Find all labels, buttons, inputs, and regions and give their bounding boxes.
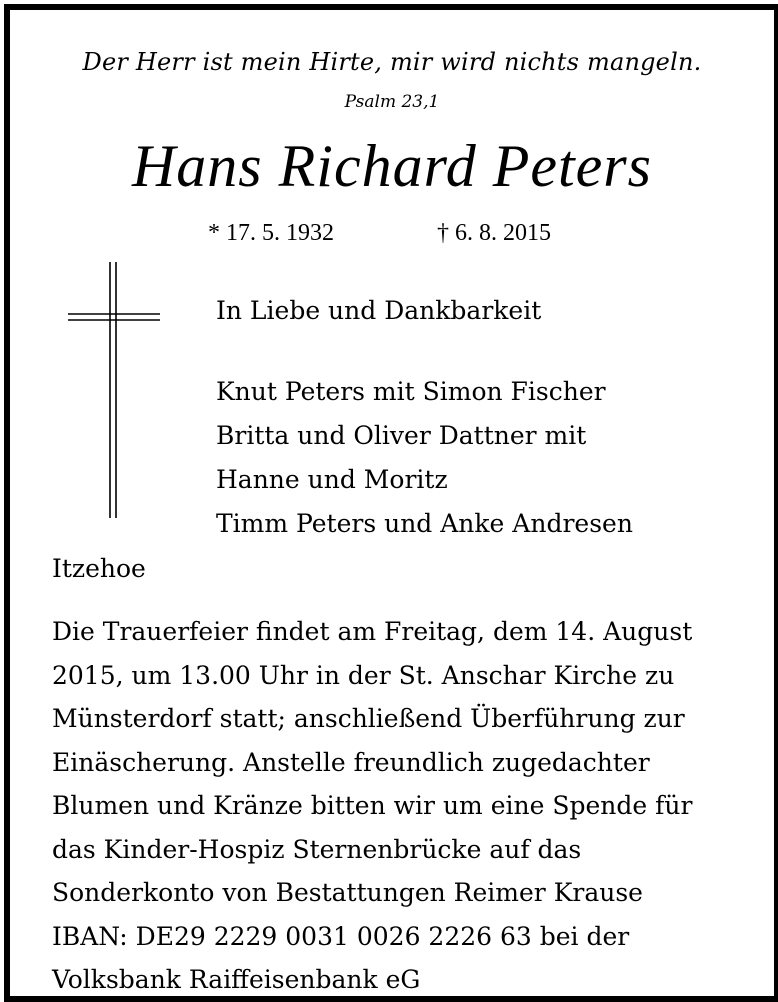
- death-date: † 6. 8. 2015: [437, 220, 551, 246]
- notice-line: Blumen und Kränze bitten wir um eine Spende für: [52, 791, 693, 820]
- deceased-name: Hans Richard Peters: [131, 133, 653, 199]
- notice-line: 2015, um 13.00 Uhr in der St. Anschar Kirche zu: [52, 660, 675, 690]
- mourner-line: Britta und Oliver Dattner mit: [216, 421, 587, 450]
- mourner-line: Hanne und Moritz: [216, 465, 448, 494]
- notice-line: Einäscherung. Anstelle freundlich zugedachter: [52, 747, 650, 777]
- notice-line: IBAN: DE29 2229 0031 0026 2226 63 bei der: [52, 921, 630, 951]
- cross-icon: [68, 262, 160, 518]
- notice-line: Die Trauerfeier findet am Freitag, dem 14. August: [52, 617, 693, 646]
- funeral-notice: [52, 610, 752, 1002]
- mourner-line: Timm Peters und Anke Andresen: [216, 509, 633, 538]
- notice-line: das Kinder-Hospiz Sternenbrücke auf das: [52, 834, 582, 864]
- notice-line: Sonderkonto von Bestattungen Reimer Krause: [52, 878, 643, 907]
- obituary-frame: [4, 4, 778, 1002]
- notice-line: Münsterdorf statt; anschließend Überführung zur: [52, 704, 685, 733]
- mourners-list: [216, 370, 633, 546]
- psalm-quote: Der Herr ist mein Hirte, mir wird nichts mangeln.: [82, 48, 702, 76]
- dedication: In Liebe und Dankbarkeit: [216, 296, 542, 325]
- notice-line: Volksbank Raiffeisenbank eG: [52, 965, 421, 994]
- place: Itzehoe: [52, 554, 146, 583]
- mourner-line: Knut Peters mit Simon Fischer: [216, 377, 606, 406]
- psalm-reference: Psalm 23,1: [344, 92, 440, 112]
- birth-date: * 17. 5. 1932: [208, 220, 334, 246]
